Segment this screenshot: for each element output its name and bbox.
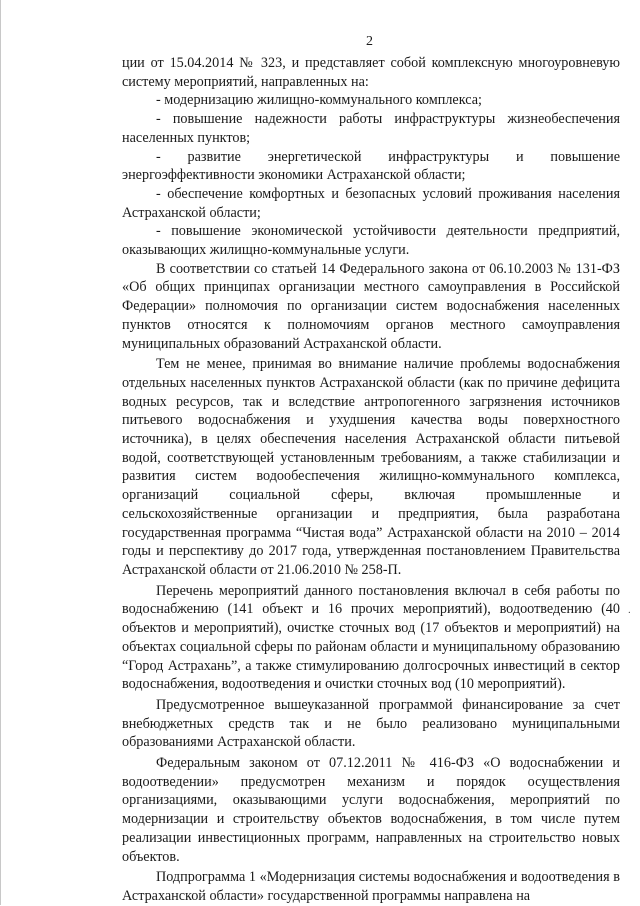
page-edge-line <box>0 0 1 905</box>
paragraph: Тем не менее, принимая во внимание наличие проблемы водоснабжения отдельных населенных пунктов Астраханской области (как по причине дефицита водных ресурсов, так и вследствие антропогенного загрязнения источников питьевого водоснабжения и ухудшения качества воды поверхностного источника), в целях обеспечения населения Астраханской области питьевой водой, соответствующей установленным требованиям, а также стабилизации и развития систем водообеспечения жилищно-коммунального комплекса, организаций социальной сферы, включая промышленные и сельскохозяйственные организации и предприятия, была разработана государственная программа “Чистая вода” Астраханской области на 2010 – 2014 годы и перспективу до 2017 года, утвержденная постановлением Правительства Астраханской области от 21.06.2010 № 258-П. <box>122 356 620 578</box>
list-item: - повышение надежности работы инфраструктуры жизнеобеспечения населенных пунктов; <box>122 111 620 146</box>
page-number: 2 <box>366 34 373 49</box>
list-item: - модернизацию жилищно-коммунального комплекса; <box>156 92 482 109</box>
paragraph: Подпрограмма 1 «Модернизация системы водоснабжения и водоотведения в Астраханской области» государственной программы направлена на <box>122 869 620 904</box>
list-item: - обеспечение комфортных и безопасных условий проживания населения Астраханской области; <box>122 185 620 221</box>
margin-mark: . <box>628 604 631 616</box>
paragraph: В соответствии со статьей 14 Федерального закона от 06.10.2003 № 131-ФЗ «Об общих принципах организации местного самоуправления в Российской Федерации» полномочия по организации систем водоснабжения населенных пунктов относятся к полномочиям органов местного самоуправления муниципальных образований Астраханской области. <box>122 260 620 352</box>
paragraph: Перечень мероприятий данного постановления включал в себя работы по водоснабжению (141 объект и 16 прочих мероприятий), водоотведению (40 объектов и мероприятий), очистке сточных вод (17 объектов и мероприятий) на объектах социальной сферы по районам области и муниципальному образованию “Город Астрахань”, а также стимулированию долгосрочных инвестиций в сектор водоснабжения, водоотведения и очистки сточных вод (10 мероприятий). <box>122 582 620 693</box>
list-item: - развитие энергетической инфраструктуры и повышение энергоэффективности экономики Астраханской области; <box>122 148 620 184</box>
document-body <box>122 54 620 906</box>
paragraph-continuation: ции от 15.04.2014 № 323, и представляет собой комплексную многоуровневую систему мероприятий, направленных на: <box>122 55 620 90</box>
paragraph: Федеральным законом от 07.12.2011 № 416-ФЗ «О водоснабжении и водоотведении» предусмотрен механизм и порядок осуществления организациями, оказывающими услуги водоснабжения, мероприятий по модернизации и строительству объектов водоснабжения, в том числе путем реализации инвестиционных программ, направленных на строительство новых объектов. <box>122 755 620 865</box>
paragraph: Предусмотренное вышеуказанной программой финансирование за счет внебюджетных средств так и не было реализовано муниципальными образованиями Астраханской области. <box>122 696 620 751</box>
list-item: - повышение экономической устойчивости деятельности предприятий, оказывающих жилищно-коммунальные услуги. <box>122 223 620 259</box>
